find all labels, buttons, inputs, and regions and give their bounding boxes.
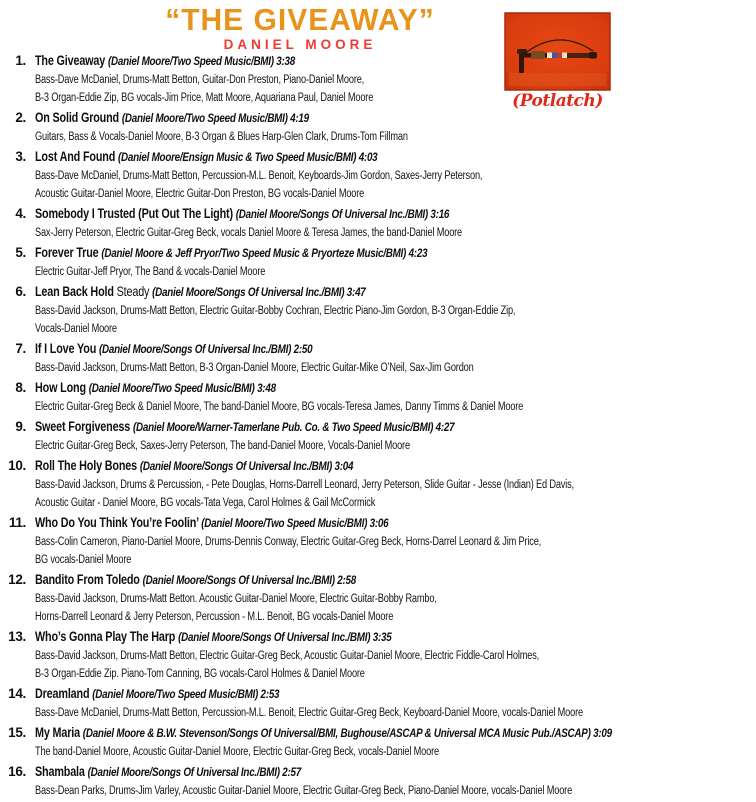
track-publishing: (Daniel Moore/Songs Of Universal Inc./BMI) 2:50 <box>98 342 313 356</box>
track-title-line <box>35 379 276 397</box>
track-title: Shambala <box>35 764 88 779</box>
track-title-line <box>35 148 377 166</box>
track-title-line <box>35 457 353 475</box>
track-number: 12. <box>8 572 26 587</box>
track-number: 8. <box>15 380 26 395</box>
track-credits <box>35 166 640 202</box>
track-title-line <box>35 109 309 127</box>
track-row <box>0 244 640 280</box>
track-row <box>0 205 640 241</box>
track-title: Roll The Holy Bones <box>35 458 140 473</box>
track-title: My Maria <box>35 725 83 740</box>
track-credits <box>35 301 640 337</box>
track-number: 13. <box>8 629 26 644</box>
track-credits <box>35 646 640 682</box>
track-title: Who Do You Think You’re Foolin’ <box>35 515 202 530</box>
track-number: 16. <box>8 764 26 779</box>
track-title: If I Love You <box>35 341 99 356</box>
track-credits <box>35 397 640 415</box>
track-number: 7. <box>15 341 26 356</box>
track-title-line <box>35 628 391 646</box>
track-publishing: (Daniel Moore/Songs Of Universal Inc./BMI) 2:57 <box>87 765 301 779</box>
track-publishing: (Daniel Moore/Ensign Music & Two Speed Music/BMI) 4:03 <box>117 150 378 164</box>
credit-line: Bass-Dave McDaniel, Drums-Matt Betton, Percussion-M.L. Benoit, Electric Guitar-Greg Beck, Keyboard-Daniel Moore, vocals-Daniel Moore <box>35 707 583 719</box>
track-body <box>26 763 640 799</box>
credit-line: Horns-Darrell Leonard & Jerry Peterson, Percussion - M.L. Benoit, BG vocals-Daniel Moore <box>35 611 394 623</box>
track-title-line <box>35 418 454 436</box>
track-title: Who’s Gonna Play The Harp <box>35 629 179 644</box>
track-credits <box>35 127 640 145</box>
track-row <box>0 628 640 682</box>
track-title: Dreamland <box>35 686 93 701</box>
credit-line: Sax-Jerry Peterson, Electric Guitar-Greg Beck, vocals Daniel Moore & Teresa James, the band-Daniel Moore <box>35 227 463 239</box>
track-title-light: Steady <box>116 284 153 299</box>
track-credits <box>35 742 640 760</box>
credit-line: Bass-David Jackson, Drums-Matt Betton, Electric Guitar-Greg Beck, Acoustic Guitar-Daniel Moore, Electric Fiddle-Carol Holmes, <box>35 650 540 662</box>
track-row <box>0 457 640 511</box>
credit-line: Electric Guitar-Greg Beck, Saxes-Jerry Peterson, The band-Daniel Moore, Vocals-Daniel Moore <box>35 440 410 452</box>
track-credits <box>35 223 640 241</box>
credit-line: Bass-Dean Parks, Drums-Jim Varley, Acoustic Guitar-Daniel Moore, Electric Guitar-Greg Beck, Piano-Daniel Moore, vocals-Daniel Moore <box>35 785 573 797</box>
track-title-line <box>35 763 301 781</box>
track-body <box>26 571 640 625</box>
track-row <box>0 685 640 721</box>
track-title: Forever True <box>35 245 102 260</box>
track-row <box>0 763 640 799</box>
track-title: On Solid Ground <box>35 110 122 125</box>
credit-line: BG vocals-Daniel Moore <box>35 554 132 566</box>
track-publishing: (Daniel Moore & B.W. Stevenson/Songs Of Universal/BMI, Bughouse/ASCAP & Universal MCA Music Pub./ASCAP) 3:09 <box>82 726 612 740</box>
track-number: 14. <box>8 686 26 701</box>
track-row <box>0 109 640 145</box>
credit-line: B-3 Organ-Eddie Zip, BG vocals-Jim Price, Matt Moore, Aquariana Paul, Daniel Moore <box>35 92 374 104</box>
track-publishing: (Daniel Moore/Songs Of Universal Inc./BMI) 2:58 <box>142 573 356 587</box>
track-number: 2. <box>15 110 26 125</box>
track-title-line <box>35 283 366 301</box>
track-body <box>26 418 640 454</box>
track-publishing: (Daniel Moore & Jeff Pryor/Two Speed Music & Pryorteze Music/BMI) 4:23 <box>101 246 428 260</box>
track-publishing: (Daniel Moore/Warner-Tamerlane Pub. Co. & Two Speed Music/BMI) 4:27 <box>132 420 455 434</box>
credit-line: Bass-Colin Cameron, Piano-Daniel Moore, Drums-Dennis Conway, Electric Guitar-Greg Beck, Horns-Darrel Leonard & Jim Price, <box>35 536 542 548</box>
track-number: 4. <box>15 206 26 221</box>
track-title-line <box>35 52 295 70</box>
credit-line: Bass-Dave McDaniel, Drums-Matt Betton, Percussion-M.L. Benoit, Keyboards-Jim Gordon, Saxes-Jerry Peterson, <box>35 170 483 182</box>
track-title: Sweet Forgiveness <box>35 419 133 434</box>
track-title-line <box>35 205 449 223</box>
track-publishing: (Daniel Moore/Two Speed Music/BMI) 3:48 <box>88 381 276 395</box>
track-credits <box>35 475 640 511</box>
track-body <box>26 724 640 760</box>
track-title: Somebody I Trusted (Put Out The Light) <box>35 206 236 221</box>
track-body <box>26 379 640 415</box>
track-row <box>0 52 640 106</box>
track-credits <box>35 262 640 280</box>
credit-line: Guitars, Bass & Vocals-Daniel Moore, B-3 Organ & Blues Harp-Glen Clark, Drums-Tom Fillman <box>35 131 408 143</box>
track-body <box>26 244 640 280</box>
track-publishing: (Daniel Moore/Songs Of Universal Inc./BMI) 3:35 <box>178 630 392 644</box>
track-row <box>0 724 640 760</box>
track-credits <box>35 436 640 454</box>
credit-line: Bass-David Jackson, Drums & Percussion, - Pete Douglas, Horns-Darrell Leonard, Jerry Peterson, Slide Guitar - Jesse (Indian) Ed Davis, <box>35 479 574 491</box>
track-number: 15. <box>8 725 26 740</box>
track-row <box>0 340 640 376</box>
track-publishing: (Daniel Moore/Songs Of Universal Inc./BMI) 3:47 <box>152 285 366 299</box>
track-number: 1. <box>15 53 26 68</box>
track-title: The Giveaway <box>35 53 108 68</box>
track-title-line <box>35 724 612 742</box>
track-publishing: (Daniel Moore/Two Speed Music/BMI) 3:38 <box>107 54 296 68</box>
credit-line: Acoustic Guitar-Daniel Moore, Electric Guitar-Don Preston, BG vocals-Daniel Moore <box>35 188 365 200</box>
track-title: How Long <box>35 380 89 395</box>
label-caption: (Potlatch) <box>512 91 603 111</box>
track-row <box>0 571 640 625</box>
track-title-line <box>35 340 312 358</box>
track-number: 10. <box>8 458 26 473</box>
credit-line: Bass-David Jackson, Drums-Matt Betton. Acoustic Guitar-Daniel Moore, Electric Guitar-Bobby Rambo, <box>35 593 437 605</box>
track-title: Lost And Found <box>35 149 118 164</box>
track-publishing: (Daniel Moore/Two Speed Music/BMI) 4:19 <box>121 111 309 125</box>
track-title-line <box>35 244 427 262</box>
track-credits <box>35 589 640 625</box>
track-body <box>26 148 640 202</box>
credit-line: Bass-David Jackson, Drums-Matt Betton, Electric Guitar-Bobby Cochran, Electric Piano-Jim Gordon, B-3 Organ-Eddie Zip, <box>35 305 516 317</box>
track-credits <box>35 70 640 106</box>
track-title-line <box>35 685 279 703</box>
credit-line: Electric Guitar-Jeff Pryor, The Band & vocals-Daniel Moore <box>35 266 266 278</box>
track-body <box>26 514 640 568</box>
track-list <box>0 52 640 802</box>
track-title-line <box>35 571 356 589</box>
track-credits <box>35 703 640 721</box>
track-body <box>26 52 640 106</box>
track-number: 9. <box>15 419 26 434</box>
track-title-line <box>35 514 388 532</box>
track-number: 3. <box>15 149 26 164</box>
track-number: 6. <box>15 284 26 299</box>
track-body <box>26 283 640 337</box>
credit-line: B-3 Organ-Eddie Zip. Piano-Tom Canning, BG vocals-Carol Holmes & Daniel Moore <box>35 668 365 680</box>
track-publishing: (Daniel Moore/Songs Of Universal Inc./BMI) 3:04 <box>139 459 354 473</box>
credit-line: Electric Guitar-Greg Beck & Daniel Moore, The band-Daniel Moore, BG vocals-Teresa James, Danny Timms & Daniel Moore <box>35 401 524 413</box>
credit-line: Vocals-Daniel Moore <box>35 323 117 335</box>
credit-line: Bass-David Jackson, Drums-Matt Betton, B-3 Organ-Daniel Moore, Electric Guitar-Mike O’Neil, Sax-Jim Gordon <box>35 362 474 374</box>
track-publishing: (Daniel Moore/Songs Of Universal Inc./BMI) 3:16 <box>235 207 450 221</box>
track-body <box>26 205 640 241</box>
track-row <box>0 283 640 337</box>
track-body <box>26 457 640 511</box>
track-credits <box>35 358 640 376</box>
track-row <box>0 379 640 415</box>
track-publishing: (Daniel Moore/Two Speed Music/BMI) 3:06 <box>201 516 389 530</box>
track-body <box>26 109 640 145</box>
credit-line: Bass-Dave McDaniel, Drums-Matt Betton, Guitar-Don Preston, Piano-Daniel Moore, <box>35 74 365 86</box>
credit-line: The band-Daniel Moore, Acoustic Guitar-Daniel Moore, Electric Guitar-Greg Beck, vocals-Daniel Moore <box>35 746 439 758</box>
track-row <box>0 418 640 454</box>
track-row <box>0 148 640 202</box>
album-artist: DANIEL MOORE <box>223 37 377 52</box>
track-title: Lean Back Hold <box>35 284 117 299</box>
track-number: 11. <box>8 515 26 530</box>
track-body <box>26 628 640 682</box>
track-credits <box>35 781 640 799</box>
track-credits <box>35 532 640 568</box>
track-number: 5. <box>15 245 26 260</box>
album-title: “THE GIVEAWAY” <box>165 3 435 38</box>
track-body <box>26 685 640 721</box>
track-body <box>26 340 640 376</box>
track-title: Bandito From Toledo <box>35 572 143 587</box>
credit-line: Acoustic Guitar - Daniel Moore, BG vocals-Tata Vega, Carol Holmes & Gail McCormick <box>35 497 376 509</box>
track-row <box>0 514 640 568</box>
track-publishing: (Daniel Moore/Two Speed Music/BMI) 2:53 <box>92 687 280 701</box>
